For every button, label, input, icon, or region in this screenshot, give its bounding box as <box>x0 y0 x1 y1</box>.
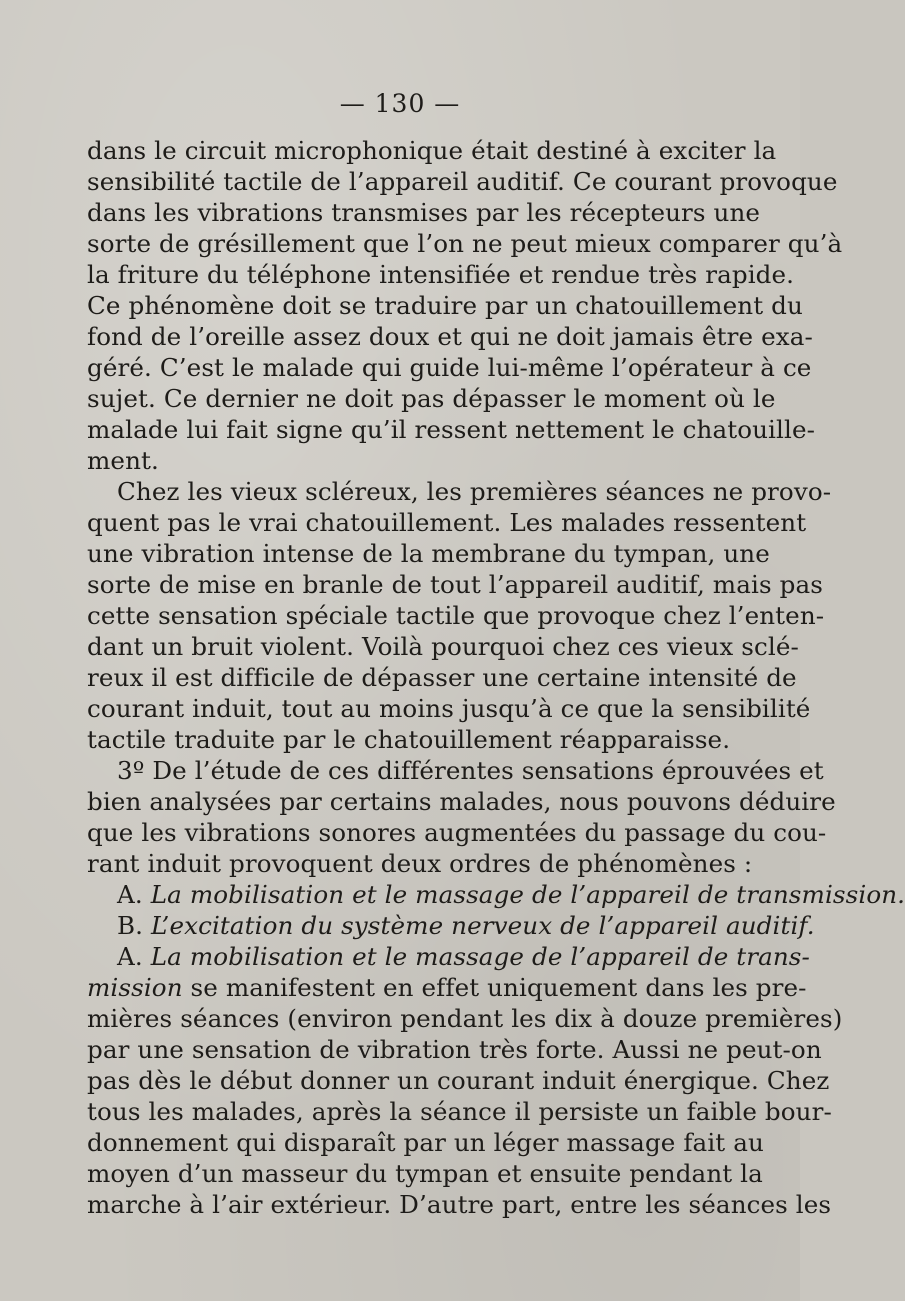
list-item-b: B. L’excitation du système nerveux de l’appareil auditif. <box>117 911 815 940</box>
text-line: fond de l’oreille assez doux et qui ne doit jamais être exa- <box>87 322 813 351</box>
text-line: marche à l’air extérieur. D’autre part, entre les séances les <box>87 1190 832 1219</box>
paragraph-lines <box>87 135 843 879</box>
text-line: mières séances (environ pendant les dix à douze premières) <box>87 1004 843 1033</box>
text-line: ment. <box>87 446 159 475</box>
text-line: quent pas le vrai chatouillement. Les malades ressentent <box>87 508 807 537</box>
text-line: courant induit, tout au moins jusqu’à ce que la sensibilité <box>87 694 811 723</box>
text-line: sorte de mise en branle de tout l’appareil auditif, mais pas <box>87 570 823 599</box>
text-line: bien analysées par certains malades, nous pouvons déduire <box>87 787 836 816</box>
list-item-b-text: L’excitation du système nerveux de l’appareil auditif. <box>151 911 815 940</box>
page-number: — 130 — <box>339 89 461 118</box>
text-line: une vibration intense de la membrane du tympan, une <box>87 539 770 568</box>
text-line: Ce phénomène doit se traduire par un chatouillement du <box>87 291 803 320</box>
text-line: cette sensation spéciale tactile que provoque chez l’enten- <box>87 601 825 630</box>
text-line: par une sensation de vibration très forte. Aussi ne peut-on <box>87 1035 822 1064</box>
text-line: Chez les vieux scléreux, les premières séances ne provo- <box>117 477 832 506</box>
text-line: reux il est difficile de dépasser une certaine intensité de <box>87 663 797 692</box>
text-line: sorte de grésillement que l’on ne peut mieux comparer qu’à <box>87 229 843 258</box>
text-line: dans les vibrations transmises par les récepteurs une <box>87 198 761 227</box>
text-line: malade lui fait signe qu’il ressent nettement le chatouille- <box>87 415 816 444</box>
text-line: dant un bruit violent. Voilà pourquoi chez ces vieux sclé- <box>87 632 799 661</box>
text-line: donnement qui disparaît par un léger massage fait au <box>87 1128 764 1157</box>
body-text <box>87 135 905 1220</box>
text-line: tous les malades, après la séance il persiste un faible bour- <box>87 1097 832 1126</box>
paragraph-a-second-line: mission se manifestent en effet uniquement dans les pre- <box>87 973 807 1002</box>
text-line: géré. C’est le malade qui guide lui-même l’opérateur à ce <box>87 353 812 382</box>
text-line: la friture du téléphone intensifiée et rendue très rapide. <box>87 260 795 289</box>
text-line: tactile traduite par le chatouillement réapparaisse. <box>87 725 731 754</box>
paragraph-a-first-line: A. La mobilisation et le massage de l’appareil de trans- <box>117 942 810 971</box>
paragraph-a-lines <box>87 1003 843 1220</box>
text-line: que les vibrations sonores augmentées du passage du cou- <box>87 818 827 847</box>
text-line: rant induit provoquent deux ordres de phénomènes : <box>87 849 753 878</box>
text-line: dans le circuit microphonique était destiné à exciter la <box>87 136 777 165</box>
text-line: moyen d’un masseur du tympan et ensuite pendant la <box>87 1159 763 1188</box>
text-line: sujet. Ce dernier ne doit pas dépasser le moment où le <box>87 384 776 413</box>
text-line: 3º De l’étude de ces différentes sensations éprouvées et <box>117 756 824 785</box>
paragraph-a-heading-cont: mission <box>87 973 183 1002</box>
list-item-a: A. La mobilisation et le massage de l’appareil de transmission. <box>117 880 905 909</box>
list-item-a-text: La mobilisation et le massage de l’appareil de transmission. <box>150 880 905 909</box>
paragraph-a-heading: La mobilisation et le massage de l’appareil de trans- <box>150 942 810 971</box>
text-line: pas dès le début donner un courant induit énergique. Chez <box>87 1066 830 1095</box>
text-line: sensibilité tactile de l’appareil auditif. Ce courant provoque <box>87 167 838 196</box>
